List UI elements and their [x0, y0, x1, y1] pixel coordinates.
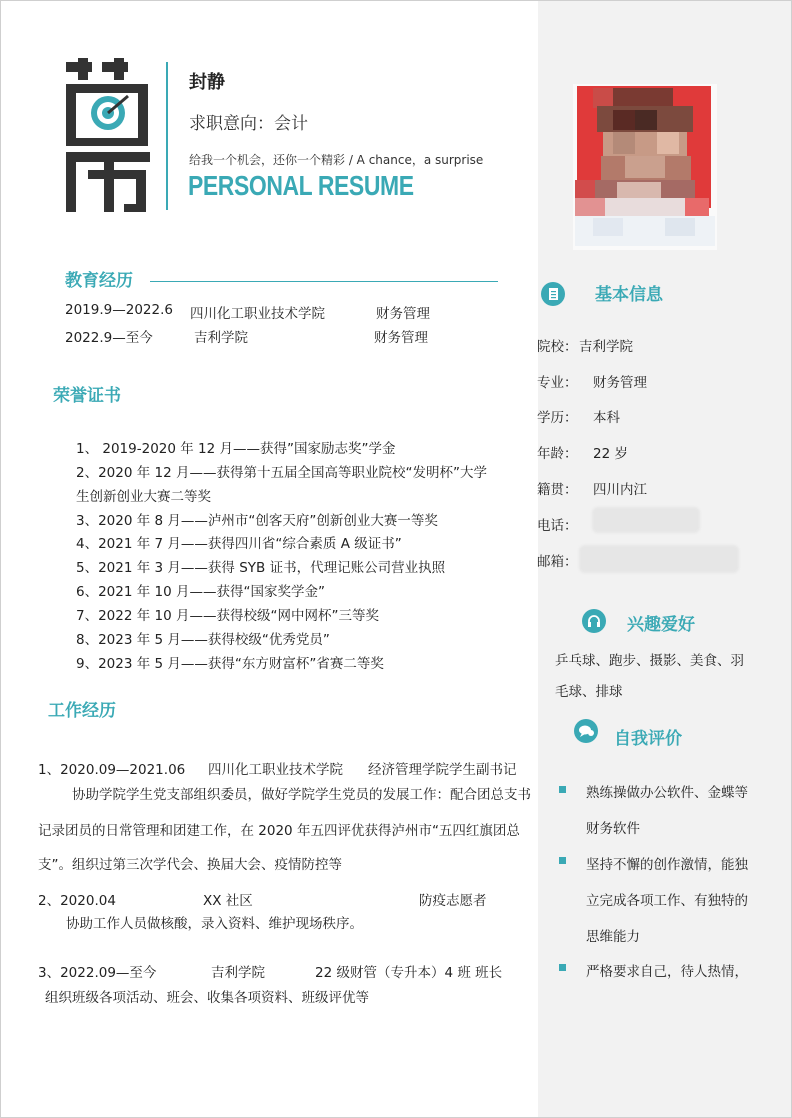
basic-value-school: 吉利学院	[579, 339, 633, 355]
resume-english-title: PERSONAL RESUME	[188, 170, 414, 201]
candidate-name: 封静	[189, 72, 225, 93]
honor-item: 生创新创业大赛二等奖	[76, 489, 211, 505]
work-title: 工作经历	[48, 701, 116, 721]
headphones-icon	[582, 609, 606, 633]
honor-item: 9、2023 年 5 月——获得“东方财富杯”省赛二等奖	[76, 656, 384, 672]
edu-row-2-period: 2022.9—至今	[65, 330, 153, 346]
logo-graphic	[64, 58, 154, 214]
basic-value-hometown: 四川内江	[593, 482, 647, 498]
honor-item: 1、 2019-2020 年 12 月——获得”国家励志奖”学金	[76, 441, 396, 457]
edu-row-2-major: 财务管理	[374, 330, 428, 346]
self-eval-bullet	[559, 857, 566, 864]
job-2-org: XX 社区	[203, 893, 253, 909]
education-title: 教育经历	[65, 271, 133, 291]
basic-label-school: 院校：	[537, 339, 578, 355]
honor-item: 8、2023 年 5 月——获得校级“优秀党员”	[76, 632, 330, 648]
job-intention: 求职意向：会计	[189, 114, 308, 134]
slogan: 给我一个机会，还你一个精彩 / A chance，a surprise	[189, 153, 484, 167]
job-1-role: 经济管理学院学生副书记	[368, 762, 517, 778]
edu-row-1-period: 2019.9—2022.6	[65, 302, 173, 318]
self-eval-line: 严格要求自己，待人热情，	[586, 964, 748, 980]
edu-row-1-school: 四川化工职业技术学院	[190, 306, 325, 322]
edu-row-2-school: 吉利学院	[194, 330, 248, 346]
self-eval-line: 熟练操做办公软件、金蝶等	[586, 785, 748, 801]
self-eval-line: 思维能力	[586, 929, 640, 945]
hobbies-line: 毛球、排球	[555, 684, 623, 700]
profile-photo	[573, 84, 717, 250]
phone-redacted	[592, 507, 700, 533]
email-redacted	[579, 545, 739, 573]
honors-title: 荣誉证书	[53, 386, 121, 406]
job-1-period: 1、2020.09—2021.06	[38, 762, 186, 778]
chat-bubble-icon	[574, 719, 598, 743]
hobbies-line: 乒乓球、跑步、摄影、美食、羽	[555, 653, 744, 669]
document-icon	[541, 282, 565, 306]
job-2-period: 2、2020.04	[38, 893, 116, 909]
job-1-line: 协助学院学生党支部组织委员，做好学院学生党员的发展工作：配合团总支书	[72, 787, 531, 803]
self-eval-title: 自我评价	[614, 729, 682, 749]
job-3-period: 3、2022.09—至今	[38, 965, 157, 981]
job-2-line: 协助工作人员做核酸，录入资料、维护现场秩序。	[66, 916, 363, 932]
basic-label-phone: 电话：	[537, 518, 578, 534]
honor-item: 5、2021 年 3 月——获得 SYB 证书，代理记账公司营业执照	[76, 560, 446, 576]
basic-info-title: 基本信息	[595, 285, 663, 305]
honor-item: 3、2020 年 8 月——泸州市“创客天府”创新创业大赛一等奖	[76, 513, 438, 529]
job-1-line: 记录团员的日常管理和团建工作，在 2020 年五四评优获得泸州市“五四红旗团总	[38, 823, 520, 839]
self-eval-bullet	[559, 964, 566, 971]
basic-value-major: 财务管理	[593, 375, 647, 391]
header-divider	[166, 62, 168, 210]
honor-item: 4、2021 年 7 月——获得四川省“综合素质 A 级证书”	[76, 536, 402, 552]
self-eval-line: 坚持不懈的创作激情，能独	[586, 857, 748, 873]
honor-item: 6、2021 年 10 月——获得“国家奖学金”	[76, 584, 325, 600]
edu-row-1-major: 财务管理	[376, 306, 430, 322]
basic-label-age: 年龄：	[537, 446, 578, 462]
education-title-line	[150, 281, 498, 282]
hobbies-title: 兴趣爱好	[627, 615, 695, 635]
basic-label-hometown: 籍贯：	[537, 482, 578, 498]
job-3-line: 组织班级各项活动、班会、收集各项资料、班级评优等	[45, 990, 369, 1006]
job-1-org: 四川化工职业技术学院	[208, 762, 343, 778]
honor-item: 7、2022 年 10 月——获得校级“网中网杯”三等奖	[76, 608, 379, 624]
self-eval-line: 财务软件	[586, 821, 640, 837]
job-3-role: 22 级财管（专升本）4 班 班长	[315, 965, 503, 981]
job-3-org: 吉利学院	[211, 965, 265, 981]
basic-value-age: 22 岁	[593, 446, 628, 462]
basic-value-degree: 本科	[593, 410, 620, 426]
job-1-line: 支”。组织过第三次学代会、换届大会、疫情防控等	[38, 857, 342, 873]
self-eval-line: 立完成各项工作、有独特的	[586, 893, 748, 909]
job-2-role: 防疫志愿者	[419, 893, 487, 909]
basic-label-email: 邮箱：	[537, 554, 578, 570]
basic-label-degree: 学历：	[537, 410, 578, 426]
honor-item: 2、2020 年 12 月——获得第十五届全国高等职业院校“发明杯”大学	[76, 465, 487, 481]
self-eval-bullet	[559, 786, 566, 793]
basic-label-major: 专业：	[537, 375, 578, 391]
resume-logo	[64, 58, 154, 214]
